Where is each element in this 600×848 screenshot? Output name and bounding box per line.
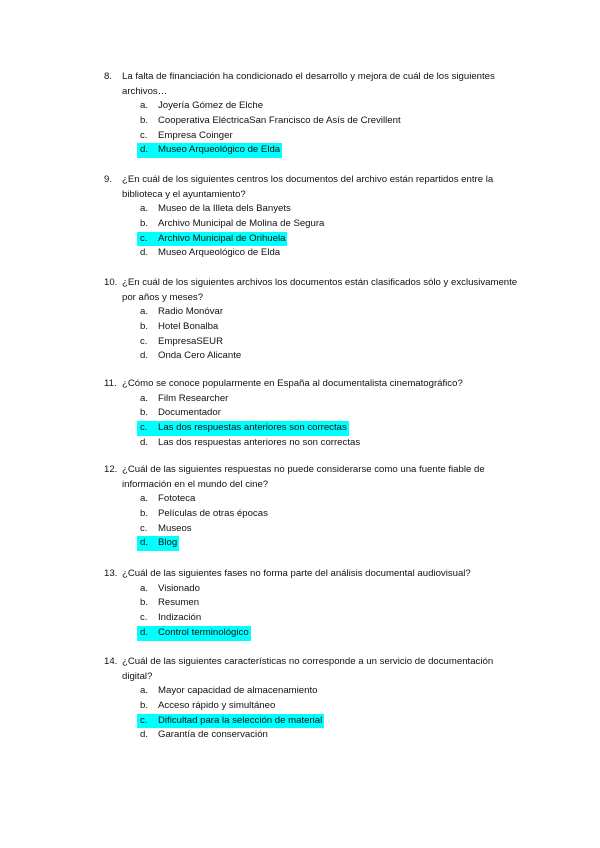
option-a[interactable]	[104, 305, 524, 320]
option-letter: a.	[140, 685, 149, 696]
option-b[interactable]	[104, 114, 524, 129]
question-number: 14.	[104, 656, 118, 667]
option-letter: d.	[140, 729, 149, 741]
option-c[interactable]	[104, 335, 524, 350]
option-text: Mayor capacidad de almacenamiento	[158, 685, 318, 696]
question-header	[104, 276, 524, 305]
question-number: 8.	[104, 71, 113, 82]
question-3	[104, 276, 524, 364]
option-a[interactable]	[104, 392, 524, 407]
option-letter: c.	[140, 129, 148, 141]
question-4	[104, 377, 524, 451]
highlighted-answer: Control terminológico	[158, 626, 251, 641]
question-text: ¿Cuál de las siguientes características no corresponde a un servicio de documentación digital?	[122, 656, 494, 682]
option-a[interactable]	[104, 202, 524, 217]
option-b[interactable]	[104, 217, 524, 232]
option-d[interactable]	[104, 143, 524, 158]
option-letter: c.	[140, 612, 148, 624]
option-text: Museo Arqueológico de Elda	[158, 247, 281, 259]
option-letter: d.	[137, 626, 158, 641]
option-text: Hotel Bonalba	[158, 320, 219, 332]
question-7	[104, 655, 524, 743]
option-text: Indización	[158, 612, 202, 624]
option-letter: b.	[140, 507, 149, 519]
option-letter: a.	[140, 493, 149, 504]
option-letter: a.	[140, 392, 149, 404]
option-letter: b.	[140, 699, 149, 711]
question-2	[104, 173, 524, 261]
option-d[interactable]	[104, 436, 524, 451]
option-text: Las dos respuestas anteriores no son correctas	[158, 436, 361, 448]
highlighted-answer: Blog	[158, 536, 179, 551]
question-number: 10.	[104, 277, 118, 288]
option-b[interactable]	[104, 320, 524, 335]
option-text: Documentador	[158, 407, 221, 419]
option-letter: c.	[137, 232, 158, 247]
option-list	[104, 492, 524, 551]
question-text: ¿Cuál de las siguientes respuestas no puede considerarse como una fuente fiable de información en el mundo del cine?	[122, 464, 485, 490]
option-letter: a.	[140, 306, 149, 317]
question-header	[104, 173, 524, 202]
highlighted-answer: Archivo Municipal de Orihuela	[158, 232, 287, 247]
option-a[interactable]	[104, 582, 524, 597]
option-c[interactable]	[104, 129, 524, 144]
option-text: Onda Cero Alicante	[158, 350, 242, 362]
option-list	[104, 99, 524, 158]
option-text: Joyería Gómez de Elche	[158, 100, 264, 111]
option-letter: b.	[140, 597, 149, 609]
question-header	[104, 377, 524, 392]
option-b[interactable]	[104, 406, 524, 421]
option-text: Radio Monóvar	[158, 306, 224, 317]
option-text: Empresa Coinger	[158, 129, 233, 141]
question-text: ¿Cómo se conoce popularmente en España al documentalista cinematográfico?	[122, 378, 463, 389]
option-b[interactable]	[104, 507, 524, 522]
option-text: Archivo Municipal de Molina de Segura	[158, 217, 325, 229]
option-letter: a.	[140, 100, 149, 111]
option-list	[104, 305, 524, 364]
option-letter: b.	[140, 114, 149, 126]
option-text: Fototeca	[158, 493, 196, 504]
option-list	[104, 582, 524, 641]
question-text: ¿En cuál de los siguientes archivos los documentos están clasificados sólo y exclusivamente por años y meses?	[122, 277, 518, 303]
question-header	[104, 567, 524, 582]
option-list	[104, 202, 524, 261]
option-letter: b.	[140, 217, 149, 229]
option-c[interactable]	[104, 611, 524, 626]
option-text: Cooperativa EléctricaSan Francisco de Asís de Crevillent	[158, 114, 401, 126]
question-text: ¿Cuál de las siguientes fases no forma parte del análisis documental audiovisual?	[122, 568, 471, 579]
question-number: 11.	[104, 378, 117, 389]
question-number: 12.	[104, 464, 118, 475]
option-d[interactable]	[104, 246, 524, 261]
question-1	[104, 70, 524, 158]
option-letter: d.	[140, 436, 149, 448]
option-letter: d.	[140, 350, 149, 362]
option-text: Resumen	[158, 597, 200, 609]
option-letter: d.	[137, 536, 158, 551]
option-c[interactable]	[104, 421, 524, 436]
highlighted-answer: Dificultad para la selección de material	[158, 714, 324, 729]
option-text: Acceso rápido y simultáneo	[158, 699, 276, 711]
question-number: 9.	[104, 174, 113, 185]
option-d[interactable]	[104, 626, 524, 641]
question-text: La falta de financiación ha condicionado el desarrollo y mejora de cuál de los siguientes archivos…	[122, 71, 495, 97]
question-header	[104, 463, 524, 492]
option-c[interactable]	[104, 232, 524, 247]
question-header	[104, 655, 524, 684]
option-letter: c.	[137, 714, 158, 729]
option-b[interactable]	[104, 699, 524, 714]
option-text: Film Researcher	[158, 392, 229, 404]
option-letter: a.	[140, 582, 149, 594]
option-letter: a.	[140, 203, 149, 214]
option-a[interactable]	[104, 684, 524, 699]
option-c[interactable]	[104, 714, 524, 729]
question-number: 13.	[104, 568, 118, 579]
option-letter: b.	[140, 320, 149, 332]
option-d[interactable]	[104, 536, 524, 551]
option-a[interactable]	[104, 99, 524, 114]
option-c[interactable]	[104, 522, 524, 537]
option-text: Museo de la Illeta dels Banyets	[158, 203, 291, 214]
question-header	[104, 70, 524, 99]
question-5	[104, 463, 524, 551]
option-list	[104, 392, 524, 451]
highlighted-answer: Museo Arqueológico de Elda	[158, 143, 282, 158]
option-b[interactable]	[104, 596, 524, 611]
option-text: Visionado	[158, 582, 200, 594]
option-letter: b.	[140, 407, 149, 419]
highlighted-answer: Las dos respuestas anteriores son correctas	[158, 421, 349, 436]
option-letter: c.	[140, 522, 148, 534]
option-text: Garantía de conservación	[158, 729, 268, 741]
option-d[interactable]	[104, 349, 524, 364]
option-letter: c.	[137, 421, 158, 436]
option-text: Museos	[158, 522, 192, 534]
option-d[interactable]	[104, 728, 524, 743]
option-list	[104, 684, 524, 743]
question-text: ¿En cuál de los siguientes centros los documentos del archivo están repartidos entre la biblioteca y el ayuntamiento?	[122, 174, 494, 200]
option-text: Películas de otras épocas	[158, 507, 268, 519]
option-letter: d.	[137, 143, 158, 158]
option-text: EmpresaSEUR	[158, 335, 224, 347]
option-letter: c.	[140, 335, 148, 347]
option-letter: d.	[140, 247, 149, 259]
question-6	[104, 567, 524, 641]
option-a[interactable]	[104, 492, 524, 507]
